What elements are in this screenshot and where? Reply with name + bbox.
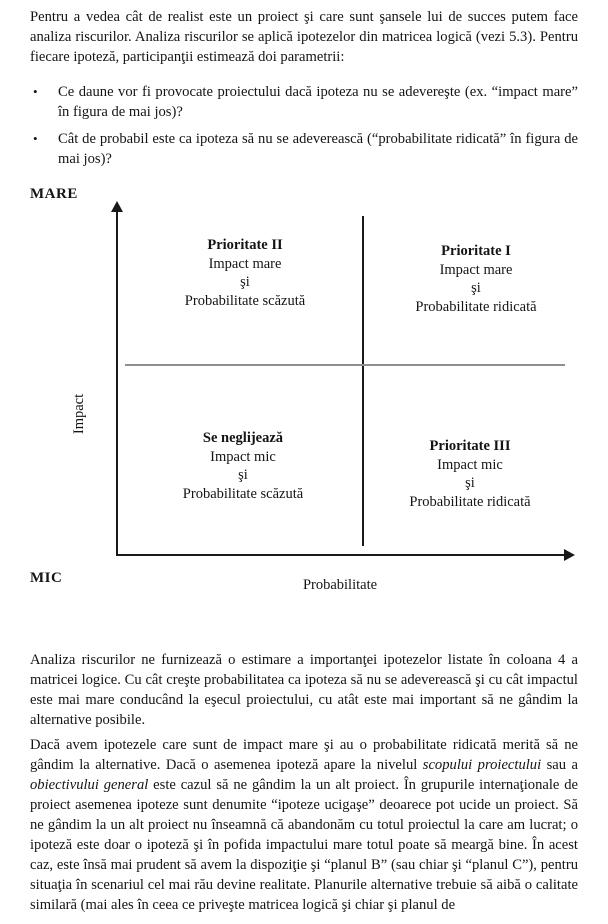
quadrant-priority-3 [350, 437, 590, 511]
bullet-text-probability: Cât de probabil este ca ipoteza să nu se adeverească (“probabilitate ridicată” în figura de mai jos)? [58, 131, 578, 167]
quadrant-line: Probabilitate scăzută [182, 485, 304, 502]
x-axis-title: Probabilitate [302, 577, 378, 593]
y-axis-title: Impact [71, 393, 87, 435]
y-axis-arrowhead-icon [111, 201, 123, 212]
quadrant-line: şi [471, 280, 481, 296]
italic-text-segment: scopului proiectului [422, 757, 542, 773]
italic-text-segment: obiectivului general [30, 777, 149, 793]
quadrant-title: Se neglijează [202, 430, 284, 446]
text-segment: este cazul să ne gândim la un alt proiect. În grupurile internaţionale de proiect asemenea ipoteze sunt denumite “ipoteze ucigaşe” deoarece pot ucide un proiect. Să ne gândim la un alt proiect nu înseamnă că abandonăm cu totul proiectul la care am lucrat; o ipoteză este doar o ipoteză şi în pofida impactului mare totul poate să meargă bine. În acest caz, este însă mai prudent să avem la dispoziţie şi “planul B” (sau chiar şi “planul C”), pentru situaţia în scenariul cel mai rău devine realitate. Planurile alternative trebuie să aibă o calitate similară (mai ales în ceea ce priveşte matricea logică şi chiar şi planul de [30, 777, 579, 913]
alternatives-paragraph [30, 735, 578, 915]
list-item [30, 129, 578, 169]
quadrant-priority-2 [125, 236, 365, 310]
quadrant-title: Prioritate III [429, 438, 511, 454]
quadrant-title: Prioritate II [207, 237, 283, 253]
y-axis-max-label: MARE [30, 186, 78, 202]
quadrant-line: Probabilitate ridicată [409, 493, 531, 510]
intro-paragraph: Pentru a vedea cât de realist este un proiect şi care sunt şansele lui de succes putem face analiza riscurilor. Analiza riscurilor se aplică ipotezelor din matricea logică (vezi 5.3). Pentru fiecare ipoteză, participanţii estimează doi parametrii: [30, 9, 578, 65]
y-axis-line [116, 210, 118, 556]
risk-matrix-diagram [0, 184, 608, 608]
x-axis-arrowhead-icon [564, 549, 575, 561]
quadrant-line: şi [465, 475, 475, 491]
list-item [30, 82, 578, 122]
y-axis-min-label: MIC [30, 570, 63, 586]
quadrant-line: Impact mic [210, 448, 276, 465]
analysis-paragraph: Analiza riscurilor ne furnizează o estimare a importanţei ipotezelor listate în coloana 4 a matricei logice. Cu cât creşte probabilitatea ca ipoteza să nu se adeverească şi cu cât impactul este mai mare conducând la eşecul proiectului, cu atât este mai important să ne gândim la alternative posibile. [30, 652, 578, 728]
bullet-text-damage: Ce daune vor fi provocate proiectului dacă ipoteza nu se adevereşte (ex. “impact mare” în figura de mai jos)? [58, 84, 578, 120]
quadrant-neglected [123, 429, 363, 503]
x-axis-line [116, 554, 566, 556]
quadrant-line: Impact mare [208, 255, 282, 272]
quadrant-line: şi [238, 467, 248, 483]
text-segment: sau a [541, 757, 578, 773]
quadrant-divider-horizontal [125, 364, 565, 366]
quadrant-line: Probabilitate scăzută [184, 292, 306, 309]
bullet-list [30, 82, 578, 169]
text-segment: Dacă avem ipotezele care sunt de impact mare şi au o probabilitate ridicată merită să ne gândim la alternative. Dacă o asemenea ipoteză apare la nivelul [30, 737, 578, 773]
quadrant-line: şi [240, 274, 250, 290]
quadrant-priority-1 [356, 242, 596, 316]
bullet-icon: • [33, 84, 38, 99]
quadrant-title: Prioritate I [441, 243, 511, 259]
quadrant-line: Probabilitate ridicată [415, 298, 537, 315]
bullet-icon: • [33, 131, 38, 146]
quadrant-line: Impact mic [437, 456, 503, 473]
quadrant-line: Impact mare [439, 261, 513, 278]
